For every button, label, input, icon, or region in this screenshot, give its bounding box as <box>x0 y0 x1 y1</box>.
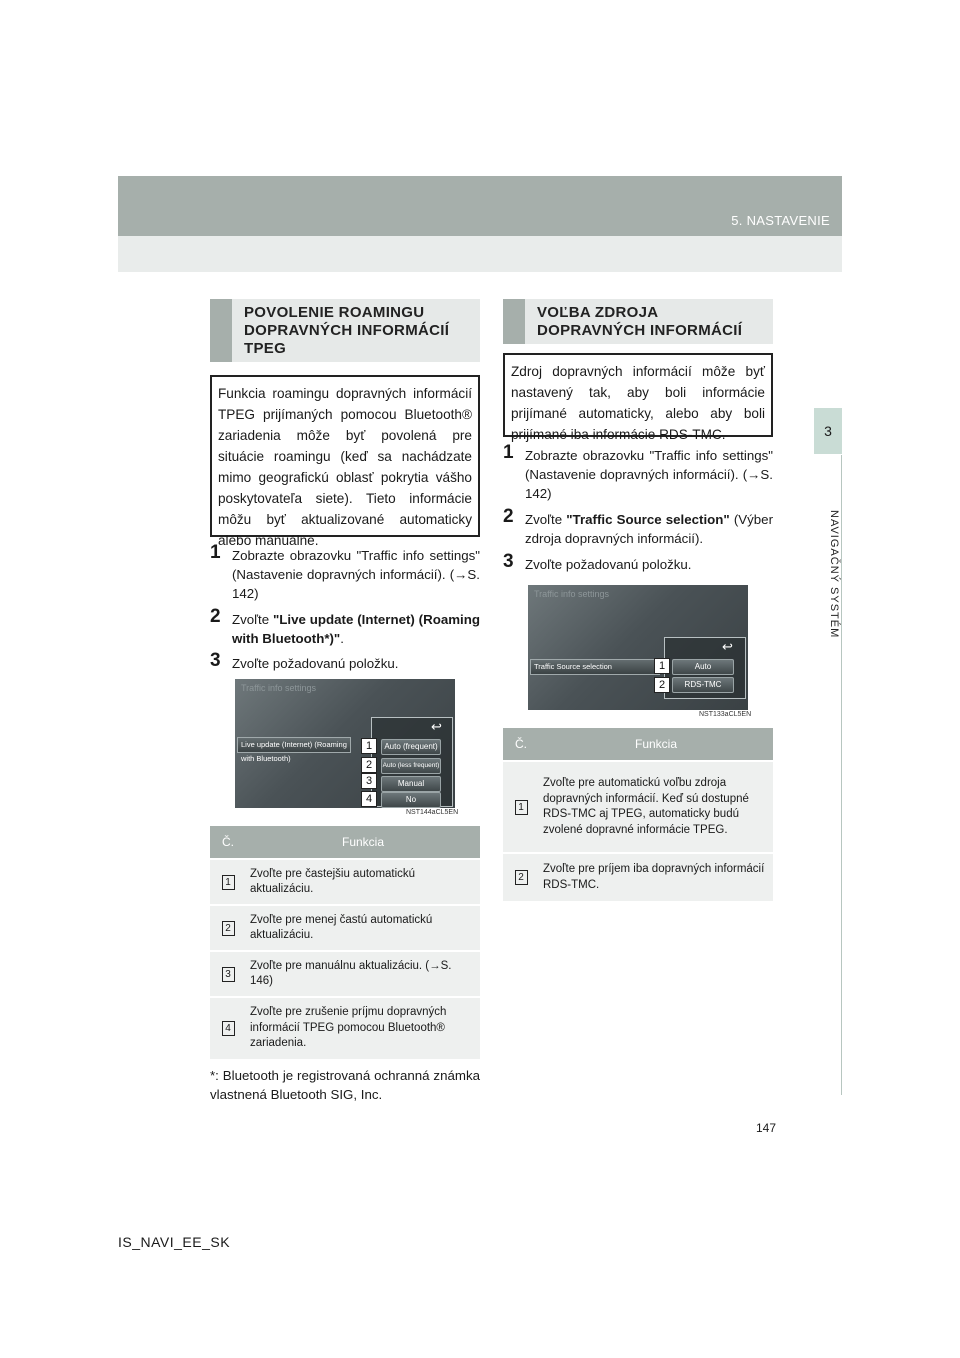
section-header-source <box>503 299 773 344</box>
side-tab-divider <box>841 455 842 1095</box>
col-header-number: Č. <box>210 826 246 859</box>
col-header-function: Funkcia <box>246 826 480 859</box>
table-row <box>503 761 773 853</box>
col-header-number: Č. <box>503 728 539 761</box>
row-text: Zvoľte pre zrušenie príjmu dopravných informácií TPEG pomocou Bluetooth® zariadenia. <box>246 997 480 1059</box>
table-row <box>503 853 773 901</box>
row-number: 4 <box>222 1021 235 1036</box>
side-tab-label: NAVIGAČNÝ SYSTÉM <box>828 510 840 639</box>
step-number: 3 <box>210 650 221 671</box>
step-number: 3 <box>503 551 514 572</box>
row-text: Zvoľte pre menej častú automatickú aktualizáciu. <box>246 905 480 951</box>
auto-less-frequent-button[interactable]: Auto (less frequent) <box>381 758 441 774</box>
screen-header: Traffic info settings <box>534 589 610 599</box>
footnote: *: Bluetooth je registrovaná ochranná známka vlastnená Bluetooth SIG, Inc. <box>210 1068 480 1102</box>
step-number: 1 <box>503 442 514 463</box>
function-table-source <box>503 728 773 901</box>
row-number: 1 <box>515 800 528 815</box>
row-number: 3 <box>222 967 235 982</box>
row-number: 1 <box>222 875 235 890</box>
row-text: Zvoľte pre manuálnu aktualizáciu. (→S. 146) <box>246 951 480 997</box>
table-row <box>210 859 480 905</box>
document-code: IS_NAVI_EE_SK <box>118 1234 231 1250</box>
callout-3: 3 <box>361 773 377 789</box>
table-row <box>210 951 480 997</box>
section-title: POVOLENIE ROAMINGU DOPRAVNÝCH INFORMÁCIÍ TPEG <box>244 304 450 357</box>
step-text: Zvoľte "Traffic Source selection" (Výber zdroja dopravných informácií). <box>525 512 773 546</box>
col-header-function: Funkcia <box>539 728 773 761</box>
chapter-header-subband <box>118 236 842 272</box>
chapter-header-band <box>118 176 842 236</box>
step-number: 2 <box>503 506 514 527</box>
section-title: VOĽBA ZDROJA DOPRAVNÝCH INFORMÁCIÍ <box>537 304 743 339</box>
step-3 <box>503 551 773 574</box>
step-number: 1 <box>210 542 221 563</box>
no-button[interactable]: No <box>381 792 441 808</box>
step-text: Zvoľte požadovanú položku. <box>525 557 692 572</box>
side-tab-number: 3 <box>814 408 842 454</box>
rds-tmc-button[interactable]: RDS-TMC <box>672 677 734 693</box>
screenshot-code: NST144aCL5EN <box>406 809 459 816</box>
callout-1: 1 <box>654 658 670 674</box>
step-2 <box>503 506 773 548</box>
screen-header: Traffic info settings <box>241 683 317 693</box>
step-text: Zvoľte "Live update (Internet) (Roaming with Bluetooth*)". <box>232 612 480 646</box>
step-1 <box>503 442 773 503</box>
row-text: Zvoľte pre príjem iba dopravných informácií RDS-TMC. <box>539 853 773 901</box>
screenshot-code: NST133aCL5EN <box>699 711 752 718</box>
step-2 <box>210 606 480 648</box>
step-text: Zobrazte obrazovku "Traffic info settings" (Nastavenie dopravných informácií). (→S. 142) <box>525 448 773 501</box>
callout-2: 2 <box>654 677 670 693</box>
row-text: Zvoľte pre automatickú voľbu zdroja dopravných informácií. Keď sú dostupné RDS-TMC aj TPEG, automaticky budú zvolené dopravné informácie TPEG. <box>539 761 773 853</box>
step-number: 2 <box>210 606 221 627</box>
row-number: 2 <box>222 921 235 936</box>
page-number: 147 <box>756 1121 777 1135</box>
screenshot-source-selection <box>528 585 748 710</box>
back-arrow-icon[interactable]: ↩ <box>431 719 442 734</box>
intro-text: Funkcia roamingu dopravných informácií TPEG prijímaných pomocou Bluetooth® zariadenia môže byť povolená pre situácie roamingu (keď sa nachádzate mimo geografickú oblasť pokrytia vášho poskytovateľa siete). Tieto informácie môžu byť aktualizované automaticky alebo manuálne. <box>218 386 472 548</box>
step-text: Zobrazte obrazovku "Traffic info settings" (Nastavenie dopravných informácií). (→S. 142) <box>232 548 480 601</box>
auto-frequent-button[interactable]: Auto (frequent) <box>381 739 441 755</box>
auto-button[interactable]: Auto <box>672 659 734 675</box>
section-header-accent <box>503 299 525 344</box>
step-1 <box>210 542 480 603</box>
step-text: Zvoľte požadovanú položku. <box>232 656 399 671</box>
back-arrow-icon[interactable]: ↩ <box>722 639 733 654</box>
row-text: Zvoľte pre častejšiu automatickú aktualizáciu. <box>246 859 480 905</box>
step-3 <box>210 650 480 673</box>
row-number: 2 <box>515 870 528 885</box>
manual-button[interactable]: Manual <box>381 776 441 792</box>
section-header-accent <box>210 299 232 362</box>
intro-box <box>503 353 773 442</box>
table-row <box>210 905 480 951</box>
screenshot-live-update <box>235 679 455 808</box>
traffic-source-row-label: Traffic Source selection <box>530 659 660 675</box>
function-table-roaming <box>210 826 480 1059</box>
intro-box <box>210 375 480 548</box>
intro-text: Zdroj dopravných informácií môže byť nastavený tak, aby boli informácie prijímané automaticky, alebo aby boli prijímané iba informácie RDS-TMC. <box>511 364 765 442</box>
live-update-row-label: Live update (Internet) (Roaming with Bluetooth) <box>237 737 351 753</box>
chapter-title: 5. NASTAVENIE <box>731 213 830 228</box>
section-header-roaming <box>210 299 480 362</box>
callout-1: 1 <box>361 738 377 754</box>
callout-2: 2 <box>361 757 377 773</box>
callout-4: 4 <box>361 791 377 807</box>
table-row <box>210 997 480 1059</box>
